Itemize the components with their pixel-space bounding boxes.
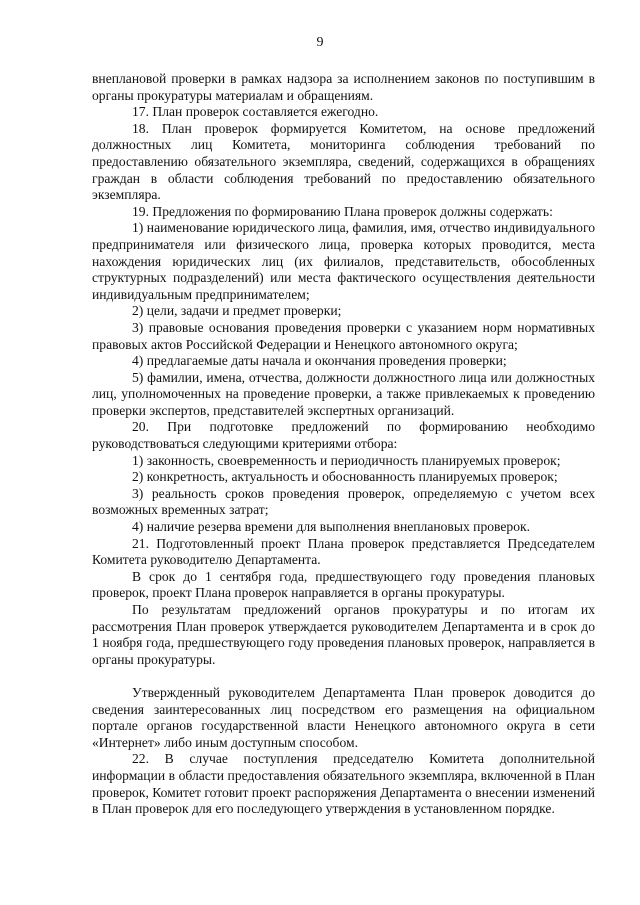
clause-17: 17. План проверок составляется ежегодно. [132,104,379,120]
clause-19-item-1: 1) наименование юридического лица, фамилия, имя, отчество индивидуального предпринимателя или физического лица, проверка которых проводится, места нахождения юридических лиц (их филиалов, представительств, обособленных структурных подразделений) или места фактического осуществления деятельности индивидуальным предпринимателем; [92,220,595,302]
clause-20-item-4: 4) наличие резерва времени для выполнения внеплановых проверок. [132,519,531,535]
clause-19-item-2: 2) цели, задачи и предмет проверки; [132,303,342,319]
clause-21-publication-paragraph: Утвержденный руководителем Департамента План проверок доводится до сведения заинтересованных лиц посредством его размещения на официальном портале органов государственной власти Ненецкого автономного округа в сети «Интернет» либо иным доступным способом. [92,684,595,750]
clause-19: 19. Предложения по формированию Плана проверок должны содержать: [132,203,553,219]
document-body [92,71,595,818]
clause-19-item-3: 3) правовые основания проведения проверки с указанием норм нормативных правовых актов Российской Федерации и Ненецкого автономного округа; [92,319,595,352]
paragraph-continuation: внеплановой проверки в рамках надзора за исполнением законов по поступившим в органы прокуратуры материалам и обращениям. [92,71,595,103]
clause-20-item-3: 3) реальность сроков проведения проверок, определяемую с учетом всех возможных временных затрат; [92,485,595,518]
clause-22: 22. В случае поступления председателю Комитета дополнительной информации в области предоставления обязательного экземпляра, включенной в План проверок, Комитет готовит проект распоряжения Департамента о внесении изменений в План проверок для его последующего утверждения в установленном порядке. [92,751,595,817]
page-number: 9 [316,35,324,50]
clause-20-item-1: 1) законность, своевременность и периодичность планируемых проверок; [132,452,561,468]
clause-21-approval-paragraph: По результатам предложений органов прокуратуры и по итогам их рассмотрения План проверок утверждается руководителем Департамента и в срок до 1 ноября года, предшествующего году проведения плановых проверок, направляется в органы прокуратуры. [92,602,595,667]
clause-20: 20. При подготовке предложений по формированию необходимо руководствоваться следующими критериями отбора: [92,419,595,452]
clause-21-deadline-paragraph: В срок до 1 сентября года, предшествующего году проведения плановых проверок, проект Плана проверок направляется в органы прокуратуры. [92,568,595,601]
clause-20-item-2: 2) конкретность, актуальность и обоснованность планируемых проверок; [132,469,558,485]
clause-18: 18. План проверок формируется Комитетом, на основе предложений должностных лиц Комитета, мониторинга соблюдения требований по предоставлению обязательного экземпляра, сведений, содержащихся в обращениях граждан в области соблюдения требований по предоставлению обязательного экземпляра. [92,120,595,203]
clause-21: 21. Подготовленный проект Плана проверок представляется Председателем Комитета руководителю Департамента. [92,535,595,568]
clause-19-item-4: 4) предлагаемые даты начала и окончания проведения проверки; [132,353,507,369]
clause-19-item-5: 5) фамилии, имена, отчества, должности должностного лица или должностных лиц, уполномоченных на проведение проверки, а также привлекаемых к проведению проверки экспертов, представителей экспертных организаций. [92,369,595,418]
